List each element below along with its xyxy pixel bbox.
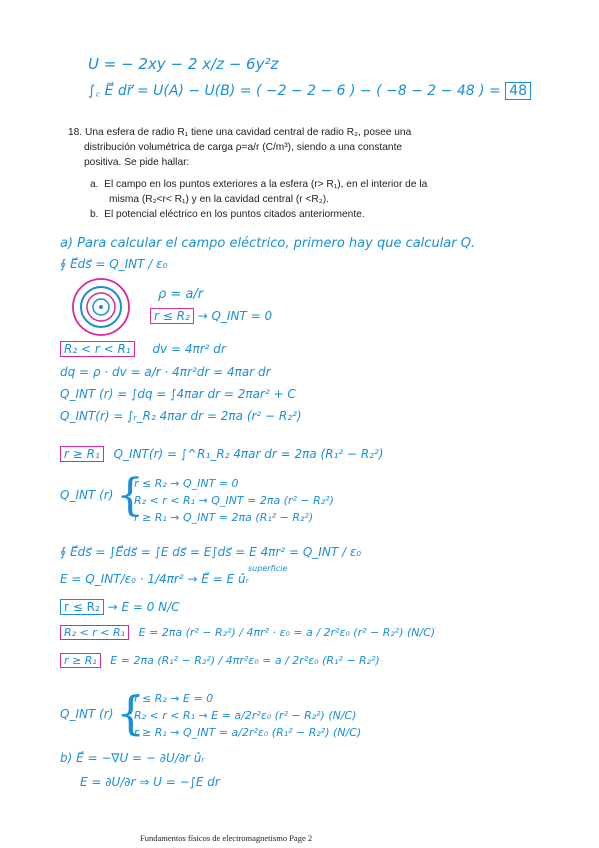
line-integral-equation (88, 84, 531, 98)
qint-case-3: r ≥ R₁ → Q_INT = 2πa (R₁² − R₂²) (134, 511, 314, 524)
field-case-3: r ≥ R₁ → Q_INT = a/2r²ε₀ (R₁² − R₂²) (N/C) (134, 726, 362, 739)
potential-equation: U = − 2xy − 2 x/z − 6y²z (88, 55, 279, 73)
field-formula: E = Q_INT/ε₀ · 1/4πr² → E⃗ = E ûᵣ (60, 572, 249, 586)
qint-cases-label: Q_INT (r) (60, 488, 114, 502)
cavity-case (150, 310, 272, 322)
volume-element: dv = 4πr² dr (152, 342, 226, 356)
density-formula: ρ = a/r (158, 287, 204, 302)
shell-box: R₂ < r < R₁ (60, 341, 135, 357)
item-b-marker: b. (90, 208, 99, 220)
superficie-label: superficie (248, 564, 288, 573)
sphere-diagram (66, 276, 136, 338)
part-a-intro: a) Para calcular el campo eléctrico, primero hay que calcular Q. (60, 236, 476, 251)
cavity-box: r ≤ R₂ (150, 308, 194, 324)
qint-definite: Q_INT(r) = ∫ᵣ_R₂ 4πar dr = 2πa (r² − R₂²) (60, 409, 302, 423)
qint-case-2: R₂ < r < R₁ → Q_INT = 2πa (r² − R₂²) (134, 494, 334, 507)
center-point (99, 305, 103, 309)
problem-number: 18. (68, 127, 83, 138)
gauss-expansion: ∮ E⃗ds⃗ = ∫E⃗ds⃗ = ∫E ds⃗ = E∫ds⃗ = E 4πr² = Q_INT / ε₀ (60, 545, 362, 559)
item-a-line-1 (90, 178, 470, 193)
charge-element: dq = ρ · dv = a/r · 4πr²dr = 4πar dr (60, 365, 271, 379)
result-box: 48 (505, 82, 531, 100)
item-b-text: El potencial eléctrico en los puntos citados anteriormente. (104, 208, 365, 220)
gauss-law: ∮ E⃗ds⃗ = Q_INT / ε₀ (60, 257, 168, 271)
problem-statement (68, 126, 458, 170)
field-shell-value: E = 2πa (r² − R₂²) / 4πr² · ε₀ = a / 2r²ε₀ (r² − R₂²) (N/C) (138, 626, 436, 639)
qint-case-1: r ≤ R₂ → Q_INT = 0 (134, 477, 239, 490)
field-brace: { (116, 686, 146, 740)
line-integral-text: ∫꜀ E⃗ dr⃗ = U(A) − U(B) = ( −2 − 2 − 6 ) − ( −8 − 2 − 48 ) = (88, 83, 506, 99)
field-case-1: r ≤ R₂ → E = 0 (134, 692, 214, 705)
problem-item-a (90, 178, 470, 222)
item-a-text-1: El campo en los puntos exteriores a la esfera (r> R₁), en el interior de la (104, 179, 428, 190)
shell-case (60, 343, 226, 355)
field-cavity-value: → E = 0 N/C (107, 600, 180, 614)
cavity-qint: → Q_INT = 0 (197, 309, 273, 323)
field-cavity (60, 601, 180, 613)
qint-indefinite: Q_INT (r) = ∫dq = ∫4πar dr = 2πar² + C (60, 387, 296, 401)
outer-box: r ≥ R₁ (60, 446, 104, 462)
qint-brace: { (116, 470, 144, 521)
outer-case (60, 448, 383, 460)
field-outer (60, 655, 380, 666)
field-shell (60, 627, 435, 638)
problem-line-2: distribución volumétrica de carga ρ=a/r (C/m³), siendo a una constante (84, 141, 403, 153)
field-cavity-box: r ≤ R₂ (60, 599, 104, 615)
field-case-2: R₂ < r < R₁ → E = a/2r²ε₀ (r² − R₂²) (N/C) (134, 709, 357, 722)
field-outer-box: r ≥ R₁ (60, 653, 101, 668)
part-b-gradient: b) E⃗ = −∇U = − ∂U/∂r ûᵣ (60, 751, 205, 765)
page-footer: Fundamentos físicos de electromagnetismo Page 2 (140, 833, 313, 843)
field-outer-value: E = 2πa (R₁² − R₂²) / 4πr²ε₀ = a / 2r²ε₀ (R₁² − R₂²) (110, 654, 380, 667)
qint-outer: Q_INT(r) = ∫^R₁_R₂ 4πar dr = 2πa (R₁² − R₂²) (113, 447, 384, 461)
item-a-line-2: misma (R₂<r< R₁) y en la cavidad central (r <R₂). (109, 193, 329, 205)
field-shell-box: R₂ < r < R₁ (60, 625, 129, 640)
problem-line-1 (68, 126, 458, 141)
part-b-potential: E = ∂U/∂r ⇒ U = −∫E dr (80, 775, 220, 789)
field-cases-label: Q_INT (r) (60, 707, 114, 721)
problem-line-3: positiva. Se pide hallar: (84, 156, 190, 168)
problem-text-1: Una esfera de radio R₁ tiene una cavidad central de radio R₂, posee una (85, 127, 412, 138)
item-b-line (90, 208, 470, 223)
item-a-marker: a. (90, 179, 99, 190)
